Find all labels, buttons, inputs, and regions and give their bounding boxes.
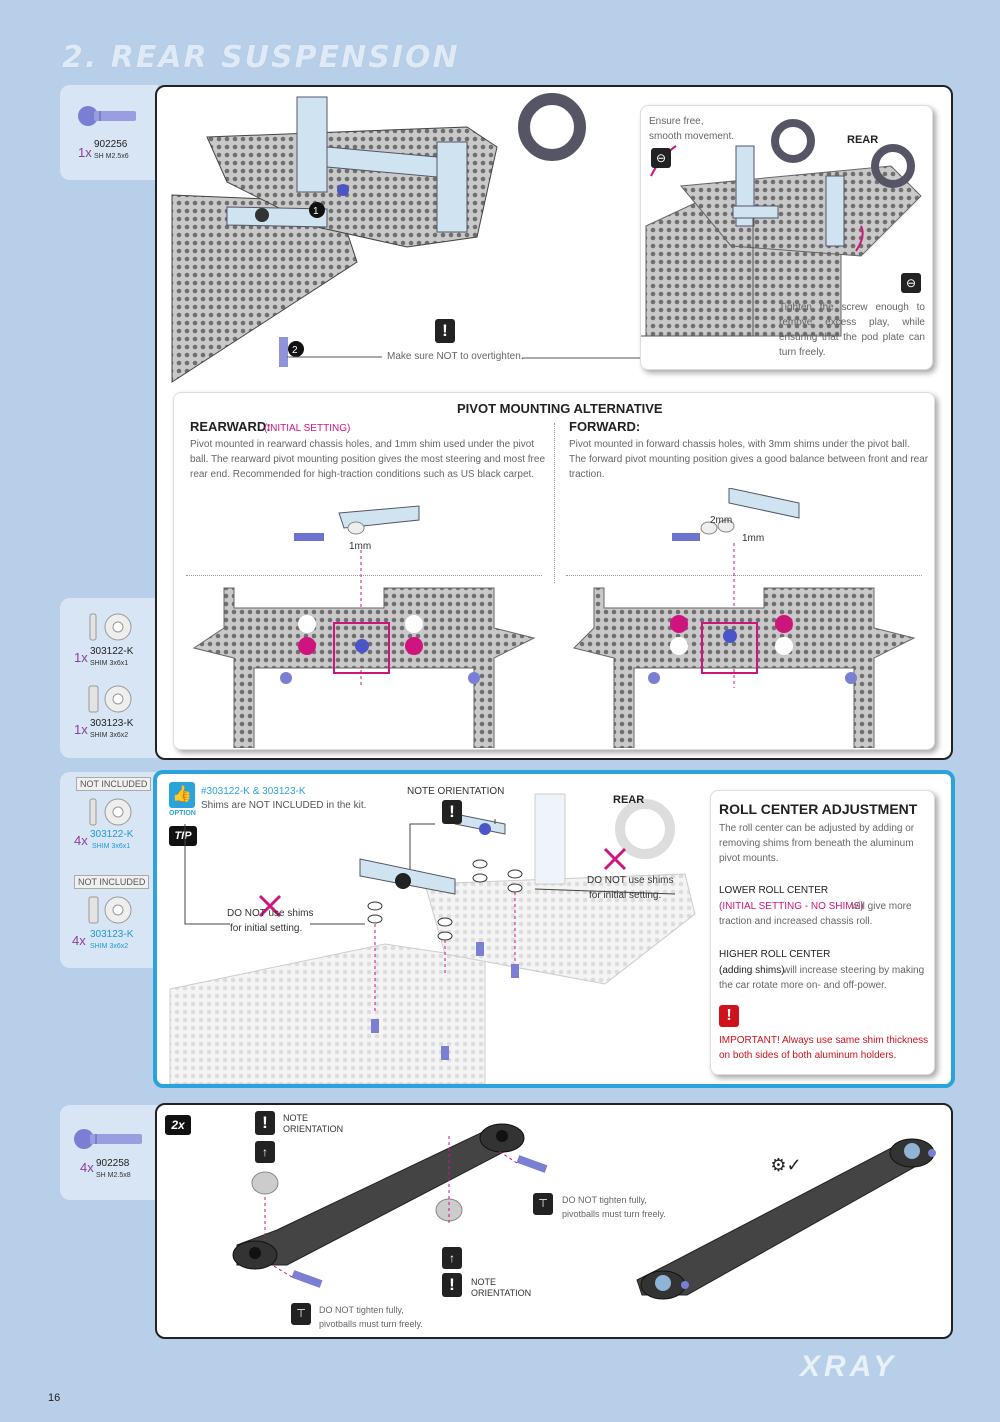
part-shim-303123: 1x 303123-K SHIM 3x6x2 [62,682,157,752]
tighten-screw-icon: ⊖ [901,273,921,293]
roll-center-text: The roll center can be adjusted by adding or removing shims from beneath the aluminum pivot mounts. [719,823,915,864]
pivot-heading: PIVOT MOUNTING ALTERNATIVE [457,401,663,416]
forward-title: FORWARD: [569,419,641,434]
warning-icon: ! [442,1273,462,1297]
tip-badge: TIP [169,826,197,846]
rearward-text: Pivot mounted in rearward chassis holes, and 1mm shim used under the pivot ball. The rearward pivot mounting position gives the most steering and most free rear end. Recommended for high-traction conditions such as US black carpet. [190,439,545,480]
pivot-mounting-alternative [173,392,935,750]
label-1mm-forward: 1mm [742,533,765,544]
free-movement-label-2: smooth movement. [649,131,735,142]
option-label: OPTION [169,810,196,817]
do-not-use-shims-right: DO NOT use shims [587,875,674,886]
page-number: 16 [48,1392,61,1404]
lower-rc-text: will give more traction and increased chassis roll. [719,901,912,927]
multiplier-badge: 2x [165,1115,191,1135]
important-note: IMPORTANT! Always use same shim thickness on both sides of both aluminum holders. [719,1035,929,1061]
pivotballs-note-1: pivotballs must turn freely. [562,1209,666,1219]
shim-icon [88,610,138,644]
step-panel-links [155,1103,953,1339]
svg-text:2: 2 [292,345,298,356]
higher-rc-title: HIGHER ROLL CENTER [719,949,831,960]
check-gears-icon: ⚙✓ [770,1155,802,1175]
warning-icon: ! [442,800,462,824]
brand-logo: XRAY [800,1350,898,1383]
not-included-badge: NOT INCLUDED [76,777,151,791]
label-1mm: 1mm [349,541,372,552]
warning-icon: ! [255,1111,275,1135]
note-label: NOTE [283,1113,309,1123]
option-codes: #303122-K & 303123-K [201,786,306,797]
warning-icon: ! [435,319,455,343]
rotate-free-icon: ⊖ [651,148,671,168]
screw-icon [76,101,146,131]
lower-rc-title: LOWER ROLL CENTER [719,885,829,896]
roll-center-title: ROLL CENTER ADJUSTMENT [719,801,918,817]
screw-icon [72,1124,152,1154]
shim-icon [88,795,138,829]
part-shim-303122: 1x 303122-K SHIM 3x6x1 [62,610,157,670]
important-icon: ! [719,1005,739,1027]
page-title: 2. REAR SUSPENSION [62,40,460,75]
rearward-title: REARWARD: [190,419,271,434]
rear-label: REAR [847,134,879,146]
orientation-label: ORIENTATION [283,1124,344,1134]
roll-center-illustration [165,784,725,1084]
rear-label: REAR [613,794,645,806]
shim-icon [88,682,138,716]
part-screw-902258: 4x 902258 SH M2.5x8 [62,1120,157,1195]
part-optional-shim-303123: 4x 303123-K SHIM 3x6x2 [62,893,157,963]
higher-rc-text: will increase steering by making the car rotate more on- and off-power. [719,965,925,991]
screwdriver-icon: ⊤ [533,1193,553,1215]
overtighten-note: Make sure NOT to overtighten. [387,351,524,362]
rearward-diagram [174,488,554,748]
not-included-badge: NOT INCLUDED [74,875,149,889]
note-label: NOTE [471,1277,497,1287]
part-optional-shim-303122: 4x 303122-K SHIM 3x6x1 [62,795,157,855]
initial-setting-right: for initial setting. [589,890,662,901]
roll-center-info [710,790,935,1075]
note-orientation-label: NOTE ORIENTATION [407,786,505,797]
inset-free-movement [640,105,933,370]
step-panel-roll-center [153,770,955,1088]
orientation-label: ORIENTATION [471,1288,532,1298]
do-not-tighten-2: DO NOT tighten fully, [319,1305,404,1315]
forward-diagram [554,488,934,748]
part-screw-902256: 1x 902256 SH M2.5x6 [62,95,157,175]
label-2mm: 2mm [710,515,733,526]
forward-text: Pivot mounted in forward chassis holes, with 3mm shims under the pivot ball. The forward pivot mounting position gives a good balance between front and rear traction. [569,439,929,480]
thumbs-up-icon: 👍 [169,782,195,808]
option-note: Shims are NOT INCLUDED in the kit. [201,800,367,811]
orientation-icon: ↑ [442,1247,462,1269]
do-not-use-shims-left: DO NOT use shims [227,908,314,919]
orientation-icon: ↑ [255,1141,275,1163]
rearward-tag: (INITIAL SETTING) [264,423,351,434]
pivotballs-note-2: pivotballs must turn freely. [319,1319,423,1329]
tighten-instructions: Tighten the screw enough to remove excess play, while ensuring that the pod plate can turn freely. [779,302,925,358]
svg-text:1: 1 [313,206,319,217]
initial-setting-left: for initial setting. [230,923,303,934]
do-not-tighten-1: DO NOT tighten fully, [562,1195,647,1205]
shim-icon [88,893,138,927]
free-movement-label: Ensure free, [649,116,704,127]
screwdriver-icon: ⊤ [291,1303,311,1325]
lower-rc-tag: (INITIAL SETTING - NO SHIMS) [719,901,864,912]
higher-rc-tag: (adding shims) [719,965,785,976]
step-panel-pivot-mount [155,85,953,760]
